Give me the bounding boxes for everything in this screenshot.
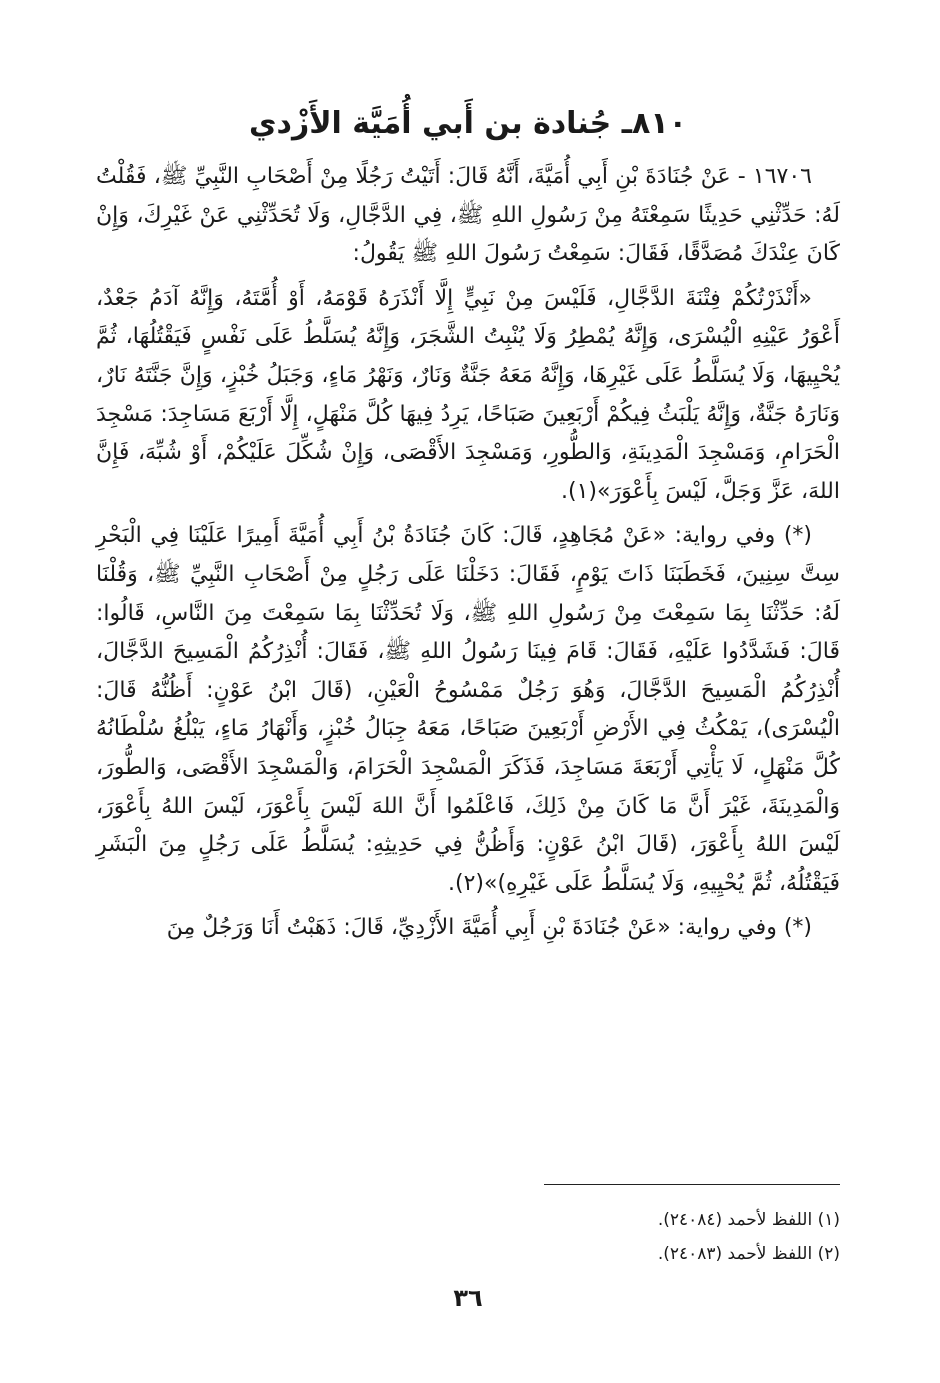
hadith-paragraph-text: «أَنْذَرْتُكُمْ فِتْنَةَ الدَّجَّالِ، فَلَيْسَ مِنْ نَبِيٍّ إِلَّا أَنْذَرَهُ قَوْمَهُ، أَوْ أُمَّتَهُ، وَإِنَّهُ آدَمُ جَعْدٌ، أَعْوَرُ عَيْنِهِ الْيُسْرَى، وَإِنَّهُ يُمْطِرُ وَلَا يُنْبِتُ الشَّجَرَ، وَإِنَّهُ يُسَلَّطُ عَلَى نَفْسٍ فَيَقْتُلُهَا، ثُمَّ يُحْيِيهَا، وَلَا يُسَلَّطُ عَلَى غَيْرِهَا، وَإِنَّهُ مَعَهُ جَنَّةٌ وَنَارٌ، وَنَهْرُ مَاءٍ، وَجَبَلُ خُبْزٍ، وَإِنَّ جَنَّتَهُ نَارٌ، وَنَارَهُ جَنَّةٌ، وَإِنَّهُ يَلْبَثُ فِيكُمْ أَرْبَعِينَ صَبَاحًا، يَرِدُ فِيهَا كُلَّ مَنْهَلٍ، إِلَّا أَرْبَعَ مَسَاجِدَ: مَسْجِدَ الْحَرَامِ، وَمَسْجِدَ الْمَدِينَةِ، وَالطُّورِ، وَمَسْجِدَ الأَقْصَى، وَإِنْ شُكِّلَ عَلَيْكُمْ، أَوْ شُبِّهَ، فَإِنَّ اللهَ، عَزَّ وَجَلَّ، لَيْسَ بِأَعْوَرَ»(١).	[96, 285, 840, 504]
page-number: ٣٦	[453, 1284, 483, 1312]
footnotes	[96, 1203, 840, 1271]
main-text	[96, 158, 840, 948]
footnote-divider	[544, 1184, 840, 1185]
book-page	[96, 96, 840, 1326]
narration-mujahid: (*) وفي رواية: «عَنْ مُجَاهِدٍ، قَالَ: كَانَ جُنَادَةُ بْنُ أَبِي أُمَيَّةَ أَمِيرًا عَلَيْنَا فِي الْبَحْرِ سِتَّ سِنِينَ، فَخَطَبَنَا ذَاتَ يَوْمٍ، فَقَالَ: دَخَلْنَا عَلَى رَجُلٍ مِنْ أَصْحَابِ النَّبِيِّ ﷺ، وَقُلْنَا لَهُ: حَدِّثْنَا بِمَا سَمِعْتَ مِنْ رَسُولِ اللهِ ﷺ، وَلَا تُحَدِّثْنَا بِمَا سَمِعْتَ مِنَ النَّاسِ، قَالُوا: قَالَ: فَشَدَّدُوا عَلَيْهِ، فَقَالَ: قَامَ فِينَا رَسُولُ اللهِ ﷺ، فَقَالَ: أُنْذِرُكُمُ الْمَسِيحَ الدَّجَّالَ، أُنْذِرُكُمُ الْمَسِيحَ الدَّجَّالَ، وَهُوَ رَجُلٌ مَمْسُوحُ الْعَيْنِ، (قَالَ ابْنُ عَوْنٍ: أَظُنُّهُ قَالَ: الْيُسْرَى)، يَمْكُثُ فِي الأَرْضِ أَرْبَعِينَ صَبَاحًا، مَعَهُ جِبَالُ خُبْزٍ، وَأَنْهَارُ مَاءٍ، يَبْلُغُ سُلْطَانُهُ كُلَّ مَنْهَلٍ، لَا يَأْتِي أَرْبَعَةَ مَسَاجِدَ، فَذَكَرَ الْمَسْجِدَ الْحَرَامَ، وَالْمَسْجِدَ الأَقْصَى، وَالطُّورَ، وَالْمَدِينَةَ، غَيْرَ أَنَّ مَا كَانَ مِنْ ذَلِكَ، فَاعْلَمُوا أَنَّ اللهَ لَيْسَ بِأَعْوَرَ، لَيْسَ اللهُ بِأَعْوَرَ، لَيْسَ اللهُ بِأَعْوَرَ، (قَالَ ابْنُ عَوْنٍ: وَأَظُنُّ فِي حَدِيثِهِ: يُسَلَّطُ عَلَى رَجُلٍ مِنَ الْبَشَرِ فَيَقْتُلُهُ، ثُمَّ يُحْيِيهِ، وَلَا يُسَلَّطُ عَلَى غَيْرِهِ)»(٢).	[96, 523, 840, 896]
hadith-paragraph-intro: ١٦٧٠٦ - عَنْ جُنَادَةَ بْنِ أَبِي أُمَيَّةَ، أَنَّهُ قَالَ: أَتَيْتُ رَجُلًا مِنْ أَصْحَابِ النَّبِيِّ ﷺ، فَقُلْتُ لَهُ: حَدِّثْنِي حَدِيثًا سَمِعْتَهُ مِنْ رَسُولِ اللهِ ﷺ، فِي الدَّجَّالِ، وَلَا تُحَدِّثْنِي عَنْ غَيْرِكَ، وَإِنْ كَانَ عِنْدَكَ مُصَدَّقًا، فَقَالَ: سَمِعْتُ رَسُولَ اللهِ ﷺ يَقُولُ:	[96, 164, 840, 267]
narration-junada: (*) وفي رواية: «عَنْ جُنَادَةَ بْنِ أَبِي أُمَيَّةَ الأَزْدِيِّ، قَالَ: ذَهَبْتُ أَنَا وَرَجُلٌ مِنَ	[166, 915, 812, 941]
chapter-title: ٨١٠ـ جُنادة بن أَبي أُمَيَّة الأَزْدي	[249, 106, 687, 141]
footnote-2: (٢) اللفظ لأحمد (٢٤٠٨٣).	[657, 1244, 840, 1264]
footnote-1: (١) اللفظ لأحمد (٢٤٠٨٤).	[657, 1210, 840, 1230]
